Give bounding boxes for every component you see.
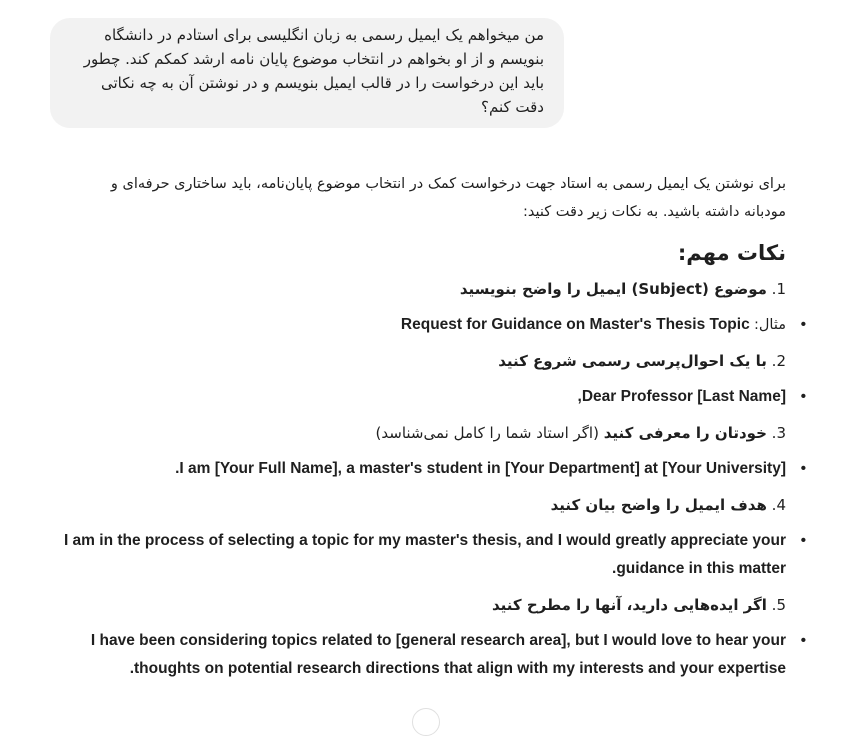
greeting-example-text: Dear Professor [Last Name], (577, 388, 786, 405)
answer-intro: برای نوشتن یک ایمیل رسمی به استاد جهت درخواست کمک در انتخاب موضوع پایان‌نامه، باید ساختاری حرفه‌ای و مودبانه داشته باشید. به نکات زیر دقت کنید: (110, 176, 786, 220)
bullet-dot-icon: • (800, 388, 806, 405)
step-title: خودتان را معرفی کنید (603, 424, 767, 442)
assistant-answer (60, 170, 806, 691)
step-4-bullet (60, 527, 806, 583)
bullet-dot-icon: • (800, 532, 806, 549)
user-message-text: من میخواهم یک ایمیل رسمی به زبان انگلیسی برای استادم در دانشگاه بنویسم و از او بخواهم در انتخاب موضوع پایان نامه ارشد کمکم کند. چطور باید این درخواست را در قالب ایمیل بنویسم و در نوشتن آن به چه نکاتی دقت کنم؟ (83, 26, 544, 116)
ideas-example-text: I have been considering topics related to [general research area], but I would love to hear your thoughts on potential research directions that align with my interests and your expertise. (90, 632, 786, 677)
step-note: (اگر استاد شما را کامل نمی‌شناسد) (375, 424, 599, 442)
step-2-bullet (60, 383, 806, 411)
step-title: موضوع (Subject) ایمیل را واضح بنویسید (459, 280, 767, 298)
example-label: مثال: (754, 317, 786, 333)
step-title: با یک احوال‌پرسی رسمی شروع کنید (498, 352, 767, 370)
bullet-dot-icon: • (800, 316, 806, 333)
user-message-bubble (50, 18, 564, 128)
step-2 (60, 347, 786, 375)
bullet-dot-icon: • (800, 632, 806, 649)
scroll-down-button[interactable] (412, 708, 440, 736)
example-subject-text: Request for Guidance on Master's Thesis Topic (400, 316, 750, 333)
step-number: 4. (771, 496, 786, 514)
step-number: 5. (771, 596, 786, 614)
step-number: 3. (771, 424, 786, 442)
step-5-bullet (60, 627, 806, 683)
step-3-bullet (60, 455, 806, 483)
step-4 (60, 491, 786, 519)
step-title: اگر ایده‌هایی دارید، آنها را مطرح کنید (491, 596, 767, 614)
step-3 (60, 419, 786, 447)
step-1-bullet (60, 311, 806, 339)
answer-heading: نکات مهم: (677, 241, 786, 265)
step-5 (60, 591, 786, 619)
step-number: 1. (771, 280, 786, 298)
purpose-example-text: I am in the process of selecting a topic for my master's thesis, and I would greatly appreciate your guidance in this matter. (63, 532, 786, 577)
step-number: 2. (771, 352, 786, 370)
step-1 (60, 275, 786, 303)
introduction-example-text: I am [Your Full Name], a master's student in [Your Department] at [Your University]. (175, 460, 786, 477)
step-title: هدف ایمیل را واضح بیان کنید (550, 496, 767, 514)
bullet-dot-icon: • (800, 460, 806, 477)
